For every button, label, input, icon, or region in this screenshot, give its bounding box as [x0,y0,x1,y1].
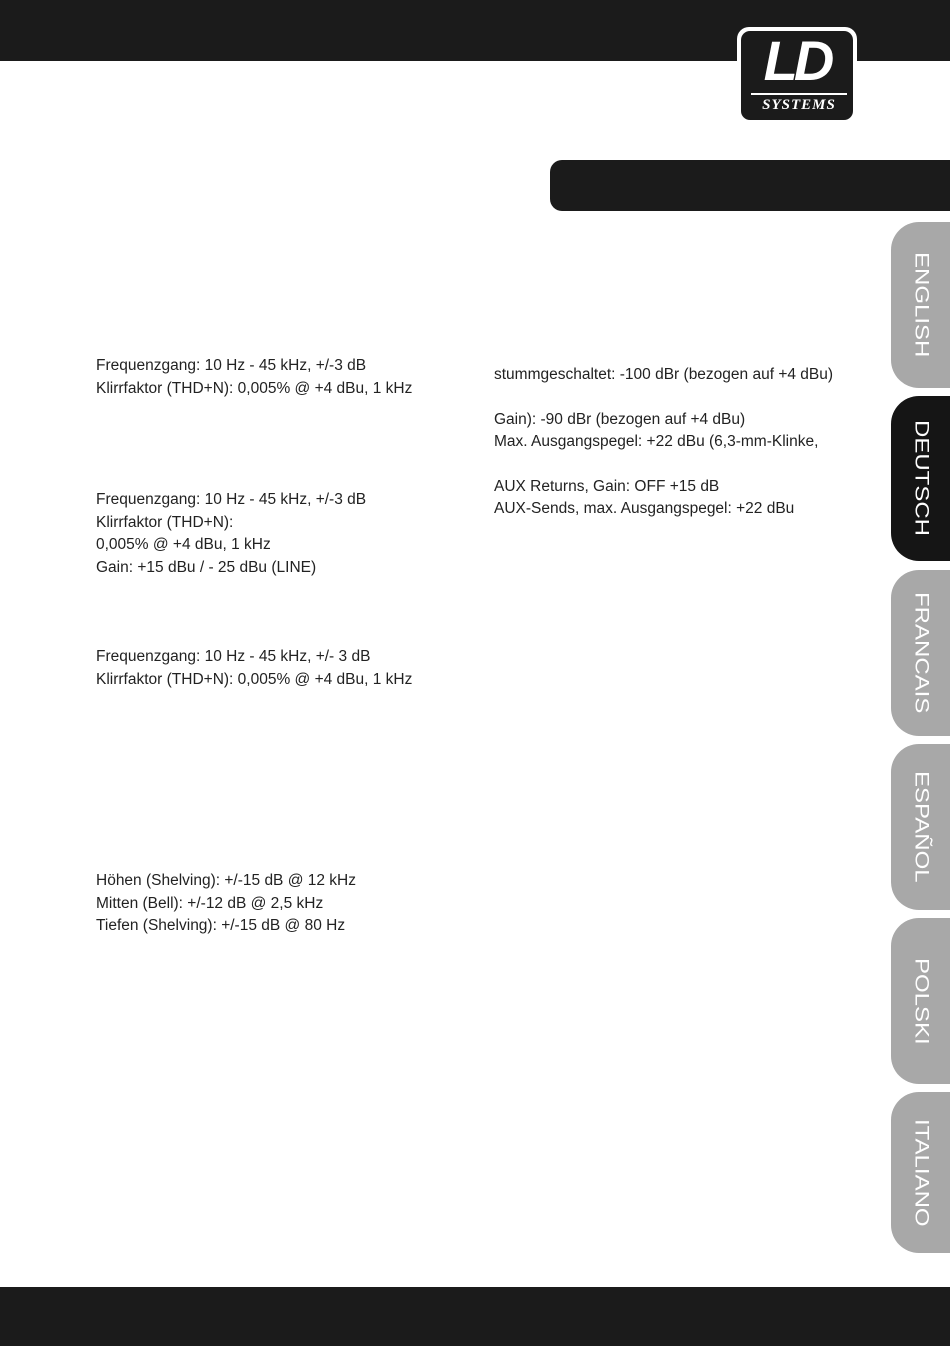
tab-label: POLSKI [909,957,932,1045]
spec-line: Frequenzgang: 10 Hz - 45 kHz, +/-3 dB [96,491,367,508]
spacer [494,387,833,409]
section-title-bar [550,160,950,211]
tab-label: ENGLISH [909,252,932,358]
spec-line: Frequenzgang: 10 Hz - 45 kHz, +/- 3 dB [96,648,371,665]
bottom-footer-bar [0,1287,950,1346]
logo-main-text: LD [763,31,831,92]
spec-line: Höhen (Shelving): +/-15 dB @ 12 kHz [96,872,356,889]
ld-systems-logo [737,27,857,124]
spec-line: 0,005% @ +4 dBu, 1 kHz [96,536,271,553]
spec-line: Klirrfaktor (THD+N): 0,005% @ +4 dBu, 1 kHz [96,379,413,397]
tab-polski[interactable] [891,918,950,1084]
logo-badge [741,31,853,120]
tab-francais[interactable] [891,570,950,736]
spec-line: Klirrfaktor (THD+N): [96,513,234,531]
spec-line: Gain: +15 dBu / - 25 dBu (LINE) [96,558,317,576]
spec-line: AUX Returns, Gain: OFF +15 dB [494,477,720,495]
tab-espanol[interactable] [891,744,950,910]
tab-label: ESPAÑOL [909,771,932,883]
tab-label: ITALIANO [909,1118,932,1227]
spec-block-right [494,364,833,521]
spec-line: Klirrfaktor (THD+N): 0,005% @ +4 dBu, 1 kHz [96,670,413,688]
spec-block-1 [96,355,412,400]
tab-label: DEUTSCH [909,420,932,537]
spec-line: Mitten (Bell): +/-12 dB @ 2,5 kHz [96,894,324,912]
spec-line: AUX-Sends, max. Ausgangspegel: +22 dBu [494,500,795,517]
logo-sub-text: SYSTEMS [751,93,847,115]
spec-line: Max. Ausgangspegel: +22 dBu (6,3-mm-Klinke, [494,433,819,450]
spec-line: Gain): -90 dBr (bezogen auf +4 dBu) [494,410,746,428]
spec-block-3 [96,646,412,691]
tab-label: FRANCAIS [909,592,932,714]
spacer [494,454,833,476]
spec-block-eq [96,870,356,938]
spec-block-2 [96,489,366,579]
tab-italiano[interactable] [891,1092,950,1253]
tab-english[interactable] [891,222,950,388]
spec-line: stummgeschaltet: -100 dBr (bezogen auf +4 dBu) [494,366,834,383]
tab-deutsch[interactable] [891,396,950,561]
spec-line: Frequenzgang: 10 Hz - 45 kHz, +/-3 dB [96,357,367,374]
spec-line: Tiefen (Shelving): +/-15 dB @ 80 Hz [96,917,346,934]
